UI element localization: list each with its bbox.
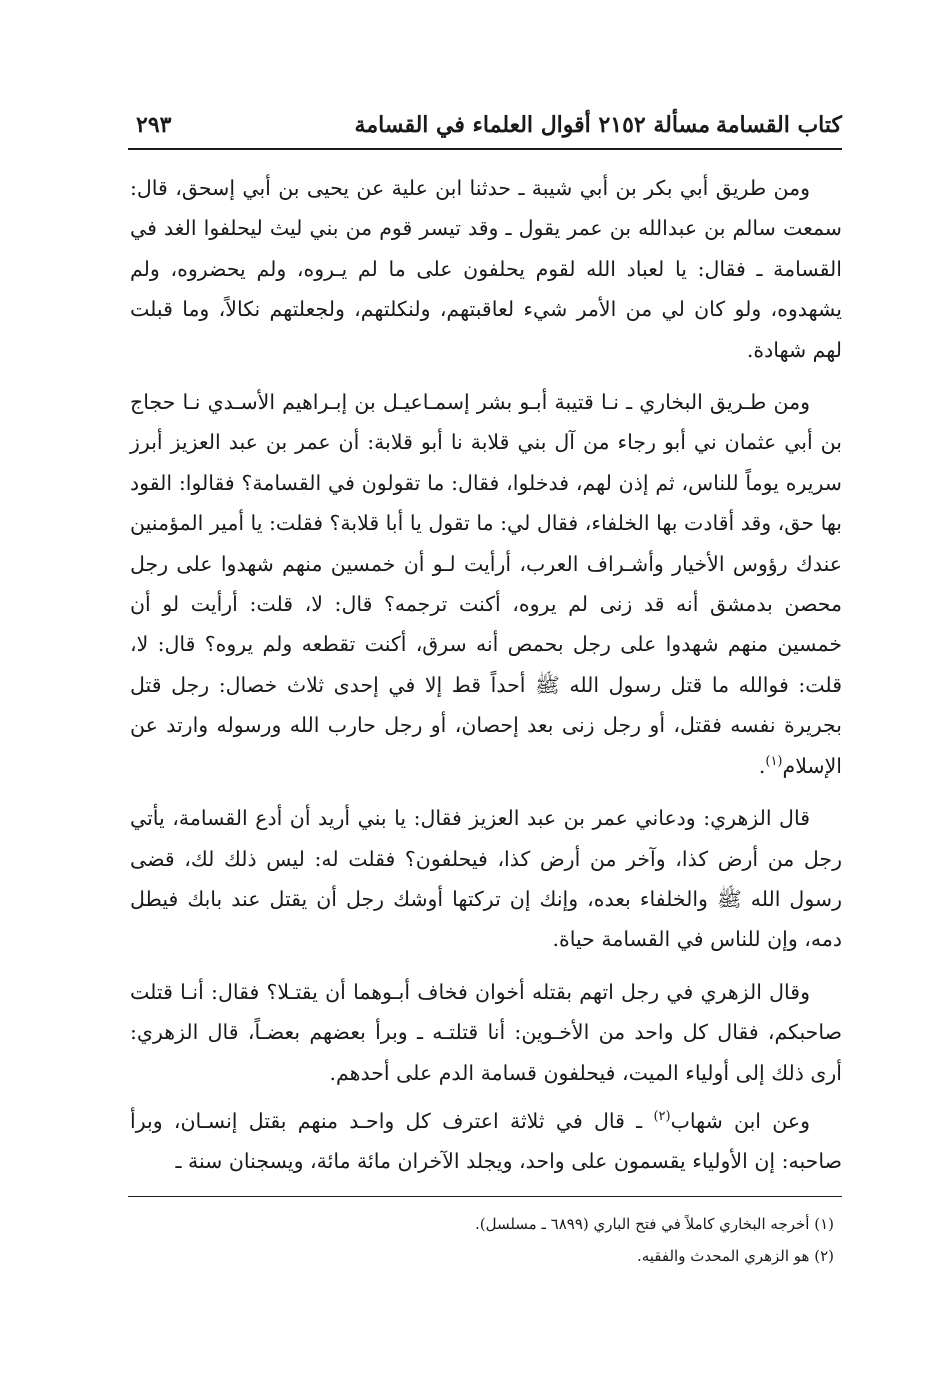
footnote-ref-2: (٢) xyxy=(653,1109,671,1125)
page-number: ٢٩٣ xyxy=(136,112,172,138)
paragraph-5 xyxy=(130,1101,842,1182)
main-text xyxy=(130,168,842,1190)
paragraph-3: قال الزهري: ودعاني عمر بن عبد العزيز فقال: يا بني أريد أن أدع القسامة، يأتي رجل من أرض كذا، وآخر من أرض كذا، فيحلفون؟ فقلت له: ليس ذلك لك، قضى رسول الله ﷺ والخلفاء بعده، وإنك إن تركتها أوشك رجل أن يقتل عند بابك فيطل دمه، وإن للناس في القسامة حياة. xyxy=(130,806,842,952)
paragraph-5-tail: ـ قال في ثلاثة اعترف كل واحـد منهم بقتل إنسـان، وبرأ صاحبه: إن الأولياء يقسمون على واحد، ويجلد الآخران مائة مائة، ويسجنان سنة ـ xyxy=(130,1108,842,1174)
footnote-1: (١) أخرجه البخاري كاملاً في فتح الباري (٦٨٩٩ ـ مسلسل). xyxy=(474,1215,834,1233)
header-divider xyxy=(128,148,842,150)
paragraph-5-text: وعن ابن شهاب xyxy=(670,1108,810,1133)
paragraph-2-text: ومن طـريق البخاري ـ نـا قتيبة أبـو بشر إسمـاعيـل بن إبـراهيم الأسـدي نـا حجاج بن أبي عثمان ني أبو رجاء من آل بني قلابة نا أبو قلابة: أن عمر بن عبد العزيز أبرز سريره يوماً للناس، ثم إذن لهم، فدخلوا، فقال: ما تقولون في القسامة؟ فقالوا: القود بها حق، وقد أقادت بها الخلفاء، فقال لي: ما تقول يا أبا قلابة؟ فقلت: يا أمير المؤمنين عندك رؤوس الأخيار وأشـراف العرب، أرأيت لـو أن خمسين منهم شهدوا على رجل محصن بدمشق أنه قد زنى لم يروه، أكنت ترجمه؟ قال: لا، قلت: أرأيت لو أن خمسين منهم شهدوا على رجل بحمص أنه سرق، أكنت تقطعه ولم يروه؟ قال: لا، قلت: فوالله ما قتل رسول الله ﷺ أحداً قط إلا في إحدى ثلاث خصال: رجل قتل بجريرة نفسه فقتل، أو رجل زنى بعد إحصان، أو رجل حارب الله ورسوله وارتد عن الإسلام xyxy=(130,390,842,778)
paragraph-2 xyxy=(130,382,842,786)
footnote-divider xyxy=(128,1196,842,1197)
running-header xyxy=(128,108,842,148)
footnotes xyxy=(130,1208,842,1272)
paragraph-1: ومن طريق أبي بكر بن أبي شيبة ـ حدثنا ابن علية عن يحيى بن أبي إسحق، قال: سمعت سالم بن عبدالله بن عمر يقول ـ وقد تيسر قوم من بني ليث ليحلفوا الغد في القسامة ـ فقال: يا لعباد الله لقوم يحلفون على ما لم يـروه، ولم يحضروه، ولم يشهدوه، ولو كان لي من الأمر شيء لعاقبتهم، ولنكلتهم، ولجعلتهم نكالاً، وما قبلت لهم شهادة. xyxy=(130,176,842,362)
footnote-ref-1: (١) xyxy=(765,753,783,769)
paragraph-4: وقال الزهري في رجل اتهم بقتله أخوان فخاف أبـوهما أن يقتـلا؟ فقال: أنـا قتلت صاحبكم، فقال كل واحد من الأخـوين: أنا قتلتـه ـ وبرأ بعضهم بعضـاً، قال الزهري: أرى ذلك إلى أولياء الميت، فيحلفون قسامة الدم على أحدهم. xyxy=(130,979,842,1085)
book-title: كتاب القسامة xyxy=(715,112,842,138)
paragraph-2-tail: . xyxy=(758,753,766,778)
footnote-2: (٢) هو الزهري المحدث والفقيه. xyxy=(636,1247,834,1265)
issue-title: مسألة ٢١٥٢ أقوال العلماء في القسامة xyxy=(354,112,710,138)
